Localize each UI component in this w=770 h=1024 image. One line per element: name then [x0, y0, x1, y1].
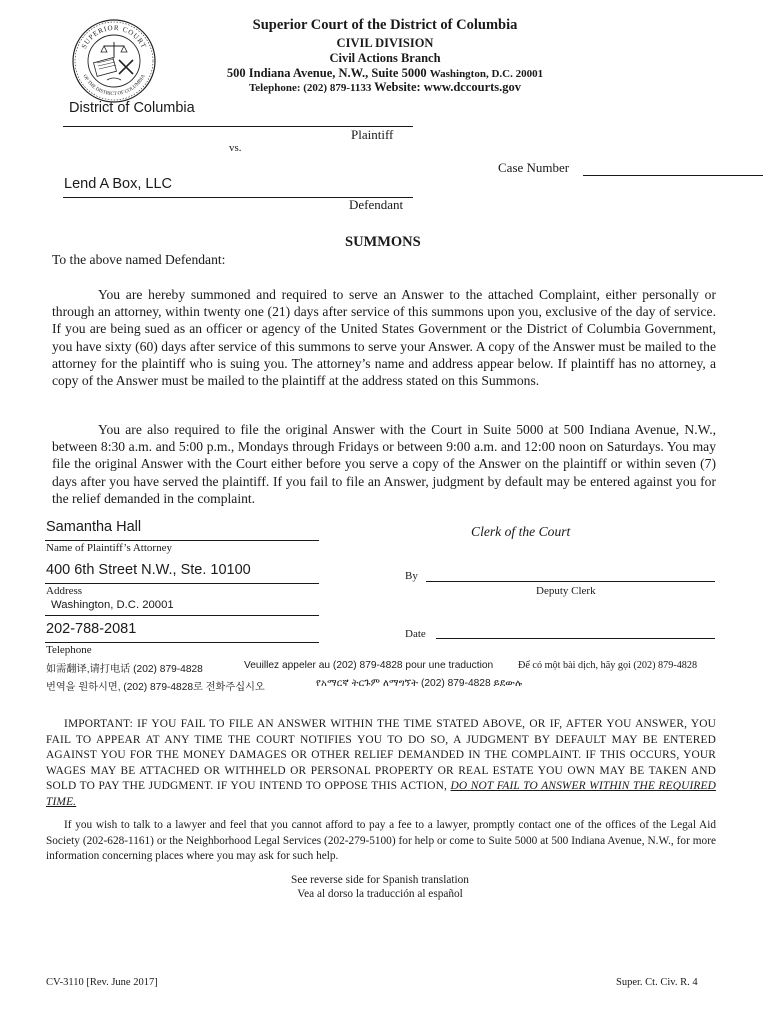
translation-vietnamese: Để có một bài dịch, hãy gọi (202) 879-4828	[518, 660, 698, 671]
court-contact	[160, 80, 610, 95]
vs-label: vs.	[229, 142, 242, 154]
division: CIVIL DIVISION	[336, 36, 434, 50]
court-address	[160, 66, 610, 81]
seal-ring-bottom: OF THE DISTRICT OF COLUMBIA	[81, 74, 147, 98]
reverse-note-english: See reverse side for Spanish translation	[291, 874, 469, 886]
translation-chinese: 如需翻译,请打电话 (202) 879-4828	[46, 664, 203, 675]
case-number-field[interactable]	[583, 175, 763, 176]
form-id: CV-3110 [Rev. June 2017]	[46, 977, 158, 988]
court-seal	[71, 18, 157, 104]
plaintiff-label: Plaintiff	[351, 127, 394, 142]
attorney-city[interactable]: Washington, D.C. 20001	[51, 599, 174, 611]
attorney-phone[interactable]: 202-788-2081	[46, 621, 137, 637]
branch: Civil Actions Branch	[329, 51, 441, 65]
attorney-name-label: Name of Plaintiff’s Attorney	[46, 542, 172, 554]
attorney-phone-label: Telephone	[46, 644, 92, 656]
court-website: Website: www.dccourts.gov	[374, 80, 522, 94]
attorney-name[interactable]: Samantha Hall	[46, 519, 142, 535]
important-notice-emphasis: DO NOT FAIL TO ANSWER WITHIN THE REQUIRED TIME.	[46, 780, 716, 808]
important-notice-text: IMPORTANT: IF YOU FAIL TO FILE AN ANSWER WITHIN THE TIME STATED ABOVE, OR IF, AFTER YOU ANSWER, YOU FAIL TO APPEAR AT ANY TIME THE COURT NOTIFIES YOU TO DO SO, A JUDGMENT BY DEFAULT MAY BE ENTERED AGAINST YOU FOR THE MONEY DAMAGES OR OTHER RELIEF DEMANDED IN THE COMPLAINT. IF THIS OCCURS, YOUR WAGES MAY BE ATTACHED OR WITHHELD OR PERSONAL PROPERTY OR REAL ESTATE YOU OWN MAY BE TAKEN AND SOLD TO PAY THE JUDGMENT. IF YOU INTEND TO OPPOSE THIS ACTION,	[46, 718, 716, 793]
summons-salutation: To the above named Defendant:	[52, 252, 226, 267]
court-telephone: Telephone: (202) 879-1133	[248, 82, 372, 94]
attorney-address[interactable]: 400 6th Street N.W., Ste. 10100	[46, 562, 251, 578]
summons-paragraph-1: You are hereby summoned and required to serve an Answer to the attached Complaint, either personally or through an attorney, within twenty one (21) days after service of this summons upon you, exclusive of the day of service. If you are being sued as an officer or agency of the United States Government or the District of Columbia Government, you have sixty (60) days after service of this summons to serve your Answer. A copy of the Answer must be mailed to the attorney for the plaintiff who is suing you. The attorney’s name and address appear below. If plaintiff has no attorney, a copy of the Answer must be mailed to the plaintiff at the address stated on this Summons.	[52, 287, 716, 389]
court-rule: Super. Ct. Civ. R. 4	[616, 977, 698, 988]
plaintiff-name[interactable]: District of Columbia	[69, 100, 195, 116]
court-name: Superior Court of the District of Columbia	[252, 17, 518, 33]
reverse-note-spanish: Vea al dorso la traducción al español	[297, 888, 463, 900]
deputy-clerk-label: Deputy Clerk	[536, 585, 596, 597]
court-address-city: Washington, D.C. 20001	[429, 68, 544, 80]
date-label: Date	[405, 628, 426, 640]
summons-paragraph-2: You are also required to file the original Answer with the Court in Suite 5000 at 500 Indiana Avenue, N.W., between 8:30 a.m. and 5:00 p.m., Mondays through Fridays or between 9:00 a.m. and 12:00 noon on Saturdays. You may file the original Answer with the Court either before you serve a copy of the Answer on the plaintiff or within seven (7) days after you have served the plaintiff. If you fail to file an Answer, judgment by default may be entered against you for the relief demanded in the complaint.	[52, 422, 716, 506]
legal-aid-paragraph: If you wish to talk to a lawyer and feel that you cannot afford to pay a fee to a lawyer, promptly contact one of the offices of the Legal Aid Society (202-628-1161) or the Neighborhood Legal Services (202-279-5100) for help or come to Suite 5000 at 500 Indiana Avenue, N.W., for more information concerning places where you may ask for such help.	[46, 819, 716, 862]
attorney-address-line	[45, 583, 319, 584]
court-address-street: 500 Indiana Avenue, N.W., Suite 5000	[226, 66, 427, 80]
defendant-name[interactable]: Lend A Box, LLC	[64, 176, 173, 192]
defendant-label: Defendant	[349, 197, 404, 212]
clerk-title: Clerk of the Court	[471, 524, 571, 539]
summons-title: SUMMONS	[345, 234, 421, 250]
case-number-label: Case Number	[498, 160, 570, 175]
by-label: By	[405, 570, 418, 582]
date-line[interactable]	[436, 638, 715, 639]
important-notice	[46, 717, 716, 811]
translation-french: Veuillez appeler au (202) 879-4828 pour une traduction	[244, 660, 494, 671]
svg-text:OF THE DISTRICT OF COLUMBIA	[81, 74, 146, 97]
attorney-name-line	[45, 540, 319, 541]
by-signature-line[interactable]	[426, 581, 715, 582]
translation-korean: 번역을 원하시면, (202) 879-4828로 전화주십시오	[46, 682, 265, 693]
seal-ring-top: SUPERIOR COURT	[79, 23, 149, 51]
attorney-phone-line	[45, 642, 319, 643]
attorney-address-label: Address	[46, 585, 83, 597]
court-seal-icon	[71, 18, 157, 104]
attorney-city-line	[45, 615, 319, 616]
translation-amharic: የአማርኛ ትርጉም ለማግኘት (202) 879-4828 ይደውሉ	[316, 678, 523, 689]
